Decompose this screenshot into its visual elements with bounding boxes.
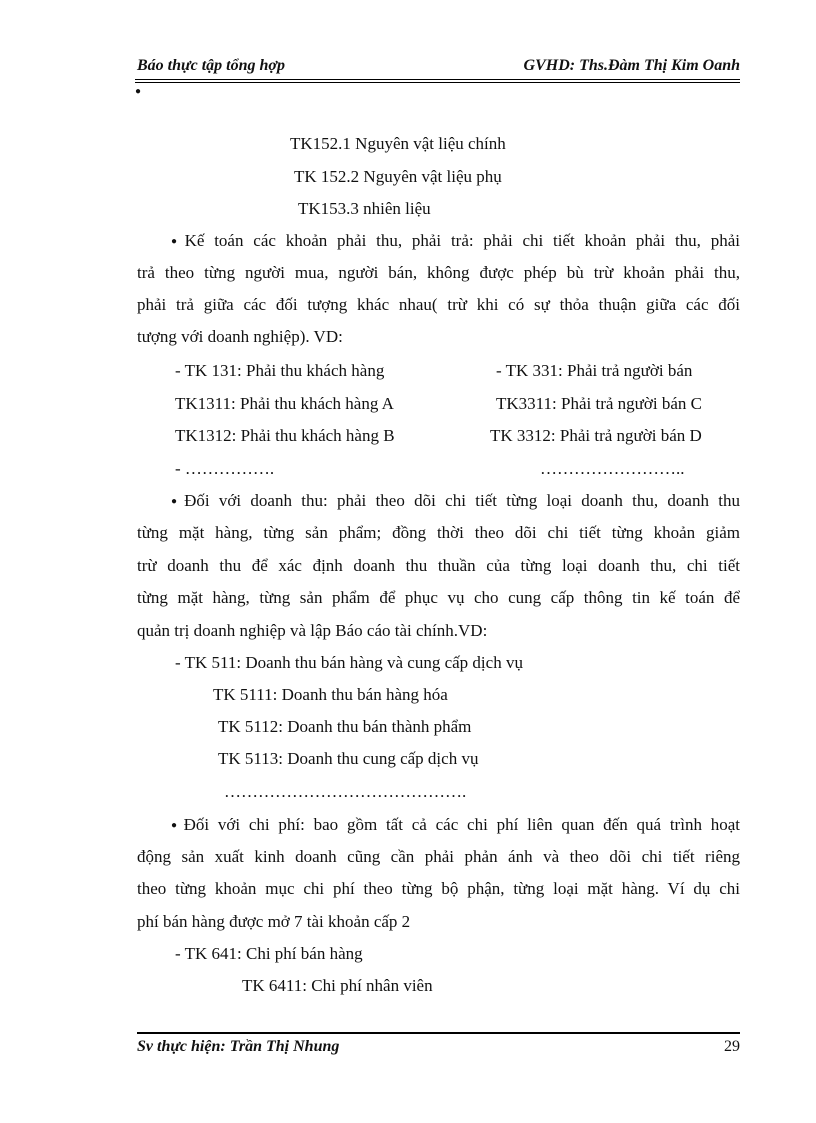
account-line: TK152.1 Nguyên vật liệu chính <box>290 134 506 153</box>
payable-line: - TK 331: Phải trả người bán <box>496 361 693 380</box>
paragraph-line: từng mặt hàng, từng sản phẩm để phục vụ cho cung cấp thông tin kế toán để <box>137 588 740 607</box>
account-line: TK 152.2 Nguyên vật liệu phụ <box>294 167 502 186</box>
receivable-line: TK1312: Phải thu khách hàng B <box>175 426 395 445</box>
receivable-line: TK1311: Phải thu khách hàng A <box>175 394 394 413</box>
page-header <box>137 57 740 79</box>
footer-student: Sv thực hiện: Trần Thị Nhung <box>137 1038 340 1055</box>
header-report-title: Báo thực tập tổng hợp <box>137 57 285 74</box>
header-rule-thin <box>135 79 740 80</box>
paragraph-line: ● Đối với chi phí: bao gồm tất cả các chi phí liên quan đến quá trình hoạt <box>137 814 740 839</box>
account-line: TK153.3 nhiên liệu <box>298 199 431 218</box>
bullet-icon <box>171 815 184 834</box>
payable-line: …………………….. <box>540 459 685 478</box>
payable-line: TK 3312: Phải trả người bán D <box>490 426 702 445</box>
paragraph-line: ● Đối với doanh thu: phải theo dõi chi tiết từng loại doanh thu, doanh thu <box>137 490 740 515</box>
payable-line: TK3311: Phải trả người bán C <box>496 394 702 413</box>
receivable-line: - ……………. <box>175 459 275 478</box>
revenue-line: - TK 511: Doanh thu bán hàng và cung cấp dịch vụ <box>175 653 523 672</box>
page-number: 29 <box>724 1038 740 1055</box>
paragraph-line: động sản xuất kinh doanh cũng cần phải phản ánh và theo dõi chi tiết riêng <box>137 847 740 866</box>
paragraph-line: tượng với doanh nghiệp). VD: <box>137 327 343 346</box>
paragraph-line: theo từng khoản mục chi phí theo từng bộ phận, từng loại mặt hàng. Ví dụ chi <box>137 879 740 898</box>
paragraph-line: phí bán hàng được mở 7 tài khoản cấp 2 <box>137 912 411 931</box>
bullet-icon <box>171 231 185 250</box>
revenue-line: TK 5111: Doanh thu bán hàng hóa <box>213 685 448 704</box>
page-footer <box>137 1038 740 1060</box>
paragraph-line: phải trả giữa các đối tượng khác nhau( trừ khi có sự thỏa thuận giữa các đối <box>137 295 740 314</box>
paragraph-line: trừ doanh thu để xác định doanh thu thuần của từng loại doanh thu, chi tiết <box>137 556 740 575</box>
expense-line: - TK 641: Chi phí bán hàng <box>175 944 363 963</box>
bullet-icon <box>171 491 184 510</box>
footer-rule <box>137 1032 740 1034</box>
paragraph-line: ● Kế toán các khoản phải thu, phải trả: phải chi tiết khoản phải thu, phải <box>137 230 740 255</box>
paragraph-line: trả theo từng người mua, người bán, không được phép bù trừ khoản phải thu, <box>137 263 740 282</box>
revenue-line: TK 5113: Doanh thu cung cấp dịch vụ <box>218 749 479 768</box>
paragraph-line: từng mặt hàng, từng sản phẩm; đồng thời theo dõi chi tiết từng khoản giảm <box>137 523 740 542</box>
receivable-line: - TK 131: Phải thu khách hàng <box>175 361 385 380</box>
revenue-line: ……………………………………. <box>224 782 467 801</box>
header-supervisor: GVHD: Ths.Đàm Thị Kim Oanh <box>523 57 740 74</box>
expense-line: TK 6411: Chi phí nhân viên <box>242 976 433 995</box>
header-rule-second <box>135 82 740 83</box>
paragraph-line: quản trị doanh nghiệp và lập Báo cáo tài chính.VD: <box>137 621 488 640</box>
revenue-line: TK 5112: Doanh thu bán thành phẩm <box>218 717 472 736</box>
